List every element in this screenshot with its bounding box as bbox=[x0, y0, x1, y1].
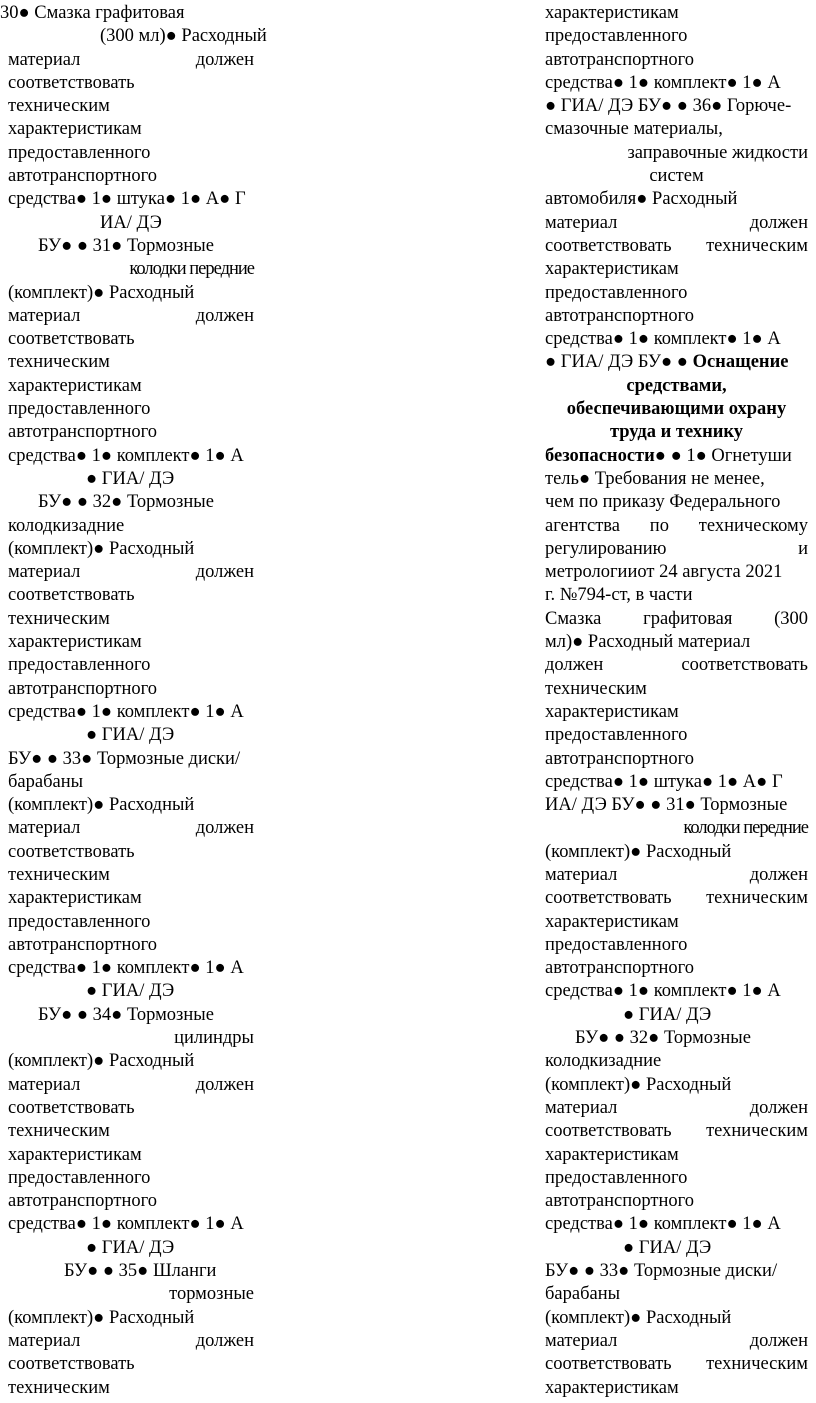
text-line: систем bbox=[649, 166, 704, 187]
text-line: колодки передние bbox=[129, 259, 254, 280]
text-line: предоставленного bbox=[8, 399, 151, 420]
text-line: автотранспортного bbox=[8, 422, 157, 443]
text-line: соответствовать bbox=[8, 329, 135, 350]
text-line: средства● 1● комплект● 1● А bbox=[545, 329, 781, 350]
text-line: техническим bbox=[8, 352, 110, 373]
text-line: автотранспортного bbox=[545, 748, 694, 769]
left-text-column bbox=[0, 2, 267, 1400]
text-line: предоставленного bbox=[545, 725, 688, 746]
text-line: материал должен bbox=[8, 562, 254, 583]
text-line: ● ГИА/ ДЭ bbox=[86, 725, 175, 746]
text-line: характеристикам bbox=[545, 1377, 679, 1398]
text-line: характеристикам bbox=[8, 1144, 142, 1165]
text-line: автотранспортного bbox=[8, 934, 157, 955]
text-line: характеристикам bbox=[8, 888, 142, 909]
text-line: чем по приказу Федерального bbox=[545, 492, 781, 513]
text-line: средства● 1● комплект● 1● А bbox=[8, 1214, 244, 1235]
bold-fragment: безопасности bbox=[545, 445, 655, 466]
text-line: материал должен bbox=[545, 1330, 808, 1351]
text-line: характеристикам bbox=[545, 911, 679, 932]
text-line: характеристикам bbox=[545, 3, 679, 23]
text-line: агентства по техническому bbox=[545, 515, 808, 536]
text-line: средства● 1● комплект● 1● А bbox=[8, 445, 244, 466]
text-line: автотранспортного bbox=[8, 166, 157, 187]
text-line: материал должен bbox=[545, 864, 808, 885]
text-line: характеристикам bbox=[545, 1144, 679, 1165]
text-line: материал должен bbox=[8, 1074, 254, 1095]
text-line: предоставленного bbox=[8, 142, 151, 163]
text-line: соответствовать bbox=[8, 1097, 135, 1118]
text-line: материал должен bbox=[8, 1330, 254, 1351]
text-line: (комплект)● Расходный bbox=[545, 1074, 732, 1095]
text-line: автомобиля● Расходный bbox=[545, 189, 738, 210]
text-line: тормозные bbox=[169, 1284, 254, 1305]
text-line: предоставленного bbox=[545, 282, 688, 303]
text-line: БУ● ● 33● Тормозные диски/ bbox=[545, 1261, 778, 1282]
text-line: метрологииот 24 августа 2021 bbox=[545, 562, 783, 583]
text-line: барабаны bbox=[8, 771, 84, 792]
text-line: предоставленного bbox=[545, 26, 688, 47]
right-text-column bbox=[545, 2, 808, 1400]
text-line: характеристикам bbox=[8, 119, 142, 140]
text-line: БУ● ● 31● Тормозные bbox=[38, 235, 214, 256]
text-line: средства● 1● комплект● 1● А bbox=[545, 72, 781, 93]
text-line: характеристикам bbox=[545, 701, 679, 722]
text-line: (комплект)● Расходный bbox=[8, 795, 195, 816]
text-line: (300 мл)● Расходный bbox=[100, 26, 267, 47]
text-line: мл)● Расходный материал bbox=[545, 632, 751, 653]
text-line: материал должен bbox=[8, 305, 254, 326]
text-line: материал должен bbox=[8, 49, 254, 70]
text-line: ● ГИА/ ДЭ bbox=[86, 468, 175, 489]
text-line: соответствовать bbox=[8, 1354, 135, 1375]
text-line: ● ГИА/ ДЭ bbox=[86, 1237, 175, 1258]
text-line: соответствовать bbox=[8, 585, 135, 606]
text-line: ● ГИА/ ДЭ bbox=[623, 1004, 712, 1025]
text-line: предоставленного bbox=[545, 1167, 688, 1188]
text-line: автотранспортного bbox=[8, 1191, 157, 1212]
text-line: соответствовать bbox=[8, 841, 135, 862]
text-line: автотранспортного bbox=[545, 958, 694, 979]
text-line: соответствовать bbox=[8, 72, 135, 93]
text-line: техническим bbox=[8, 608, 110, 629]
text-line: средства● 1● комплект● 1● А bbox=[545, 1214, 781, 1235]
text-line: труда и технику bbox=[609, 422, 744, 443]
text-line: (комплект)● Расходный bbox=[545, 1307, 732, 1328]
text-line: предоставленного bbox=[545, 934, 688, 955]
text-line: 30● Смазка графитовая bbox=[0, 3, 185, 23]
text-line: средствами, bbox=[626, 375, 727, 396]
text-line: (комплект)● Расходный bbox=[8, 538, 195, 559]
text-line: смазочные материалы, bbox=[545, 119, 723, 140]
text-line: должен соответствовать bbox=[545, 655, 808, 676]
text-line: техническим bbox=[8, 1121, 110, 1142]
text-line: материал должен bbox=[545, 1097, 808, 1118]
text-line: ● ГИА/ ДЭ БУ● ● 36● Горюче- bbox=[545, 96, 792, 117]
text-line: (комплект)● Расходный bbox=[8, 282, 195, 303]
text-line: (комплект)● Расходный bbox=[8, 1307, 195, 1328]
text-line: ● ГИА/ ДЭ БУ● ● Оснащение bbox=[545, 352, 789, 373]
text-line: ● ГИА/ ДЭ bbox=[86, 981, 175, 1002]
text-line: колодки передние bbox=[683, 818, 808, 839]
bold-fragment: Оснащение bbox=[692, 352, 789, 373]
text-line: безопасности● ● 1● Огнетуши bbox=[545, 445, 792, 466]
text-line: обеспечивающими охрану bbox=[566, 399, 787, 420]
text-line: автотранспортного bbox=[545, 49, 694, 70]
text-line: ИА/ ДЭ bbox=[100, 212, 162, 233]
text-line: соответствовать техническим bbox=[545, 235, 808, 256]
text-line: материал должен bbox=[8, 818, 254, 839]
text-line: БУ● ● 32● Тормозные bbox=[575, 1028, 751, 1049]
text-line: колодкизадние bbox=[8, 515, 125, 536]
text-line: регулированию и bbox=[545, 538, 808, 559]
text-line: БУ● ● 34● Тормозные bbox=[38, 1004, 214, 1025]
text-line: ИА/ ДЭ БУ● ● 31● Тормозные bbox=[545, 795, 788, 816]
text-line: БУ● ● 35● Шланги bbox=[64, 1261, 217, 1282]
text-line: (комплект)● Расходный bbox=[545, 841, 732, 862]
text-line: барабаны bbox=[545, 1284, 621, 1305]
text-line: соответствовать техническим bbox=[545, 1354, 808, 1375]
text-line: средства● 1● комплект● 1● А bbox=[8, 701, 244, 722]
text-line: характеристикам bbox=[8, 632, 142, 653]
text-line: г. №794-ст, в части bbox=[545, 585, 693, 606]
text-line: соответствовать техническим bbox=[545, 888, 808, 909]
text-line: техническим bbox=[8, 1377, 110, 1398]
text-line: средства● 1● штука● 1● А● Г bbox=[8, 189, 246, 210]
text-line: автотранспортного bbox=[8, 678, 157, 699]
text-line: Смазка графитовая (300 bbox=[545, 608, 808, 629]
text-line: техническим bbox=[8, 864, 110, 885]
text-line: техническим bbox=[8, 96, 110, 117]
text-line: техническим bbox=[545, 678, 647, 699]
text-line: средства● 1● штука● 1● А● Г bbox=[545, 771, 783, 792]
text-line: соответствовать техническим bbox=[545, 1121, 808, 1142]
text-line: средства● 1● комплект● 1● А bbox=[8, 958, 244, 979]
text-line: предоставленного bbox=[8, 1167, 151, 1188]
text-line: характеристикам bbox=[8, 375, 142, 396]
text-line: тель● Требования не менее, bbox=[545, 468, 765, 489]
text-line: автотранспортного bbox=[545, 1191, 694, 1212]
text-line: средства● 1● комплект● 1● А bbox=[545, 981, 781, 1002]
text-line: (комплект)● Расходный bbox=[8, 1051, 195, 1072]
text-line: предоставленного bbox=[8, 911, 151, 932]
text-line: БУ● ● 33● Тормозные диски/ bbox=[8, 748, 241, 769]
text-line: ● ГИА/ ДЭ bbox=[623, 1237, 712, 1258]
text-line: заправочные жидкости bbox=[627, 142, 808, 163]
text-line: автотранспортного bbox=[545, 305, 694, 326]
text-line: предоставленного bbox=[8, 655, 151, 676]
text-line: характеристикам bbox=[545, 259, 679, 280]
text-line: цилиндры bbox=[174, 1028, 254, 1049]
text-line: колодкизадние bbox=[545, 1051, 662, 1072]
text-line: БУ● ● 32● Тормозные bbox=[38, 492, 214, 513]
text-line: материал должен bbox=[545, 212, 808, 233]
